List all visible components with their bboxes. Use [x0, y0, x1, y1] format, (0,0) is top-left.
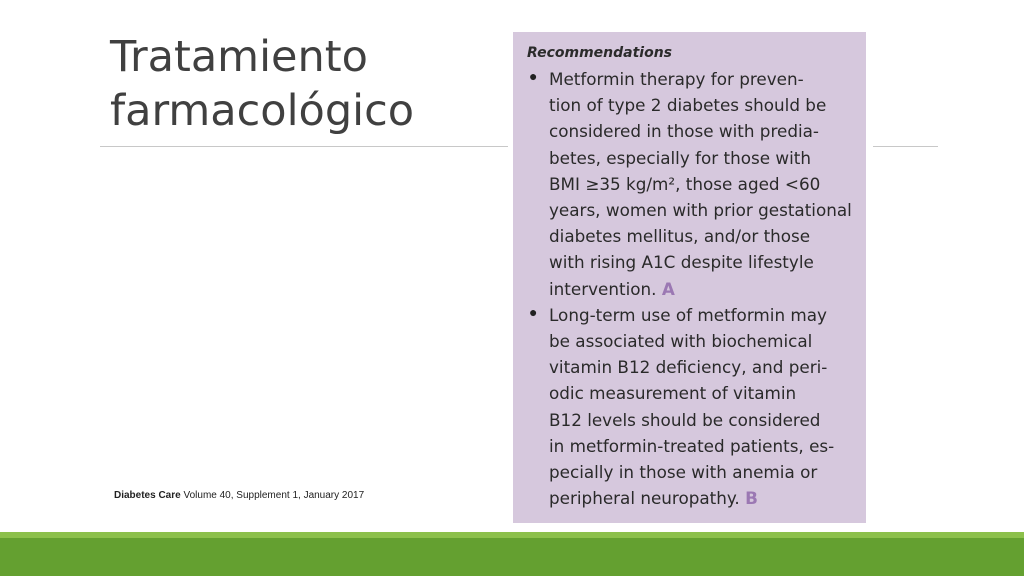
footer-bar	[0, 538, 1024, 576]
rec-line: years, women with prior gestational	[549, 200, 852, 221]
recommendations-heading: Recommendations	[527, 45, 673, 61]
rec-line-last	[549, 276, 854, 302]
rec-line: pecially in those with anemia or	[549, 462, 818, 483]
evidence-grade-a: A	[661, 278, 675, 299]
recommendations-box	[513, 32, 866, 523]
rec-line: betes, especially for those with	[549, 147, 811, 168]
rec-line: odic measurement of vitamin	[549, 383, 797, 404]
rec-line: be associated with biochemical	[549, 331, 813, 352]
slide-title-line-1: Tratamiento	[110, 32, 368, 82]
rec-line-last	[549, 485, 854, 511]
rec-line: considered in those with predia-	[549, 121, 819, 142]
recommendation-text-1	[549, 66, 854, 302]
recommendation-text-2	[549, 302, 854, 512]
slide-title	[110, 30, 510, 138]
rec-line: vitamin B12 deficiency, and peri-	[549, 357, 828, 378]
bullet-icon: ●	[529, 303, 538, 320]
evidence-grade-b: B	[745, 488, 758, 509]
rec-line: intervention.	[549, 278, 657, 299]
citation-journal: Diabetes Care	[114, 490, 181, 501]
citation	[114, 490, 364, 501]
bullet-icon: ●	[529, 68, 538, 84]
rec-line: Long-term use of metformin may	[549, 304, 827, 325]
rec-line: peripheral neuropathy.	[549, 488, 740, 509]
slide-title-line-2: farmacológico	[110, 86, 415, 136]
rec-line: tion of type 2 diabetes should be	[549, 95, 827, 116]
rec-line: B12 levels should be considered	[549, 409, 821, 430]
rec-line: in metformin-treated patients, es-	[549, 435, 835, 456]
rec-line: BMI ≥35 kg/m², those aged <60	[549, 173, 821, 194]
citation-details: Volume 40, Supplement 1, January 2017	[183, 490, 365, 501]
rec-line: diabetes mellitus, and/or those	[549, 226, 811, 247]
rec-line: with rising A1C despite lifestyle	[549, 252, 814, 273]
recommendations-list	[527, 66, 854, 511]
recommendation-item-1	[527, 66, 854, 302]
recommendation-item-2	[527, 302, 854, 512]
rec-line: Metformin therapy for preven-	[549, 69, 804, 89]
